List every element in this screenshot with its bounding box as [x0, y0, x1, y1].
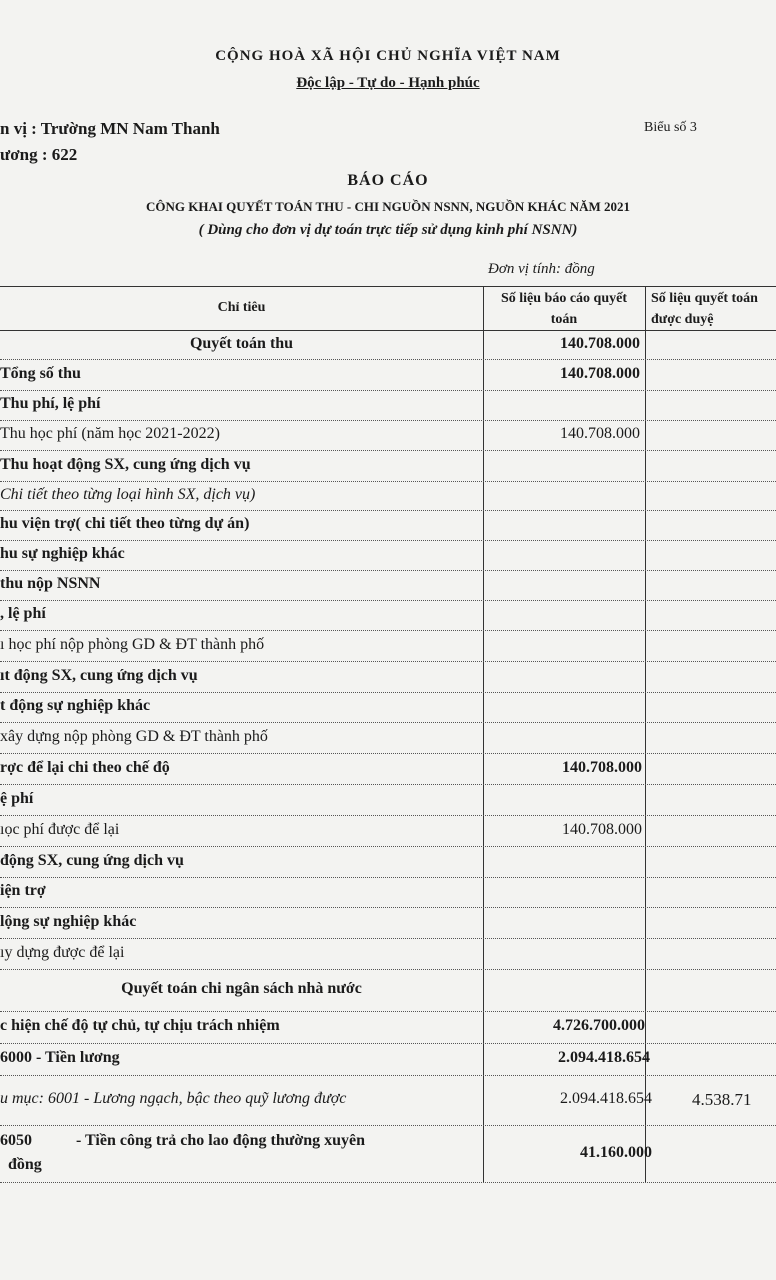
col-header-approved: Số liệu quyết toán được duyệ — [651, 291, 758, 327]
row-label: ı học phí nộp phòng GD & ĐT thành phố — [0, 635, 265, 653]
row-label: ıt động SX, cung ứng dịch vụ — [0, 666, 198, 684]
row-label: thu nộp NSNN — [0, 575, 101, 592]
row-label: u mục: 6001 - Lương ngạch, bậc theo quỹ lương được — [0, 1090, 347, 1107]
row-separator — [0, 722, 776, 723]
row-separator — [0, 846, 776, 847]
row-label: Thu học phí (năm học 2021-2022) — [0, 425, 220, 442]
row-label: ệ phí — [0, 789, 34, 807]
col-header-indicator: Chỉ tiêu — [217, 300, 266, 315]
row-separator — [0, 1075, 776, 1076]
table-top-border — [0, 286, 776, 287]
nation-heading: CỘNG HOÀ XÃ HỘI CHỦ NGHĨA VIỆT NAM — [215, 48, 561, 64]
row-value-reported: 140.708.000 — [560, 335, 640, 352]
row-label: t động sự nghiệp khác — [0, 697, 151, 714]
row-label: Thu phí, lệ phí — [0, 395, 101, 412]
row-separator — [0, 450, 776, 451]
row-label: c hiện chế độ tự chủ, tự chịu trách nhiệm — [0, 1017, 280, 1034]
row-label: xây dựng nộp phòng GD & ĐT thành phố — [0, 727, 268, 745]
row-label: động SX, cung ứng dịch vụ — [0, 851, 184, 869]
row-separator — [0, 420, 776, 421]
row-label: , lệ phí — [0, 605, 46, 622]
row-separator — [0, 1011, 776, 1012]
motto: Độc lập - Tự do - Hạnh phúc — [296, 75, 480, 91]
row-label: Quyết toán chi ngân sách nhà nước — [121, 980, 362, 997]
currency-unit: Đơn vị tính: đồng — [488, 261, 595, 277]
unit-name: n vị : Trường MN Nam Thanh — [0, 119, 220, 138]
row-label: 6050 - Tiền công trả cho lao động thường xuyên đồng — [0, 1132, 366, 1173]
row-separator — [0, 692, 776, 693]
form-number: Biểu số 3 — [644, 120, 697, 135]
row-separator — [0, 481, 776, 482]
row-separator — [0, 1125, 776, 1126]
row-label: Thu hoạt động SX, cung ứng dịch vụ — [0, 455, 251, 473]
row-label: Chi tiết theo từng loại hình SX, dịch vụ) — [0, 485, 256, 503]
row-separator — [0, 877, 776, 878]
row-value-reported: 2.094.418.654 — [558, 1049, 650, 1066]
row-value-reported: 140.708.000 — [562, 758, 642, 776]
row-separator — [0, 359, 776, 360]
row-separator — [0, 630, 776, 631]
row-separator — [0, 1182, 776, 1183]
chapter-code: ương : 622 — [0, 145, 78, 164]
row-separator — [0, 510, 776, 511]
row-value-reported: 2.094.418.654 — [560, 1090, 652, 1107]
row-label: ıy dựng được để lại — [0, 943, 125, 961]
row-separator — [0, 390, 776, 391]
row-separator — [0, 907, 776, 908]
col-header-reported: Số liệu báo cáo quyết toán — [500, 291, 627, 327]
row-separator — [0, 815, 776, 816]
row-label: 6000 - Tiền lương — [0, 1049, 120, 1066]
row-separator — [0, 600, 776, 601]
row-value-reported: 140.708.000 — [560, 364, 640, 382]
row-separator — [0, 938, 776, 939]
row-label: rợc để lại chi theo chế độ — [0, 758, 170, 776]
row-separator — [0, 1043, 776, 1044]
row-value-approved: 4.538.71 — [692, 1090, 752, 1109]
row-separator — [0, 540, 776, 541]
row-separator — [0, 784, 776, 785]
row-label: Quyết toán thu — [189, 335, 294, 352]
row-label: hu viện trợ( chi tiết theo từng dự án) — [0, 515, 250, 532]
row-value-reported: 4.726.700.000 — [553, 1017, 645, 1034]
report-title: BÁO CÁO — [347, 172, 429, 189]
row-value-reported: 140.708.000 — [560, 425, 640, 442]
row-label: lộng sự nghiệp khác — [0, 912, 137, 930]
row-label: ıọc phí được để lại — [0, 820, 120, 838]
row-value-reported: 140.708.000 — [562, 820, 642, 838]
row-value-reported: 41.160.000 — [580, 1143, 652, 1161]
row-separator — [0, 570, 776, 571]
report-subtitle: CÔNG KHAI QUYẾT TOÁN THU - CHI NGUỒN NSNN, NGUỒN KHÁC NĂM 2021 — [145, 199, 631, 214]
row-label: iện trợ — [0, 882, 46, 899]
row-label: hu sự nghiệp khác — [0, 545, 125, 562]
header-bottom-border — [0, 330, 776, 331]
row-separator — [0, 661, 776, 662]
row-separator — [0, 969, 776, 970]
report-note: ( Dùng cho đơn vị dự toán trực tiếp sử dụng kinh phí NSNN) — [198, 222, 578, 238]
row-label: Tổng số thu — [0, 364, 81, 382]
row-separator — [0, 753, 776, 754]
